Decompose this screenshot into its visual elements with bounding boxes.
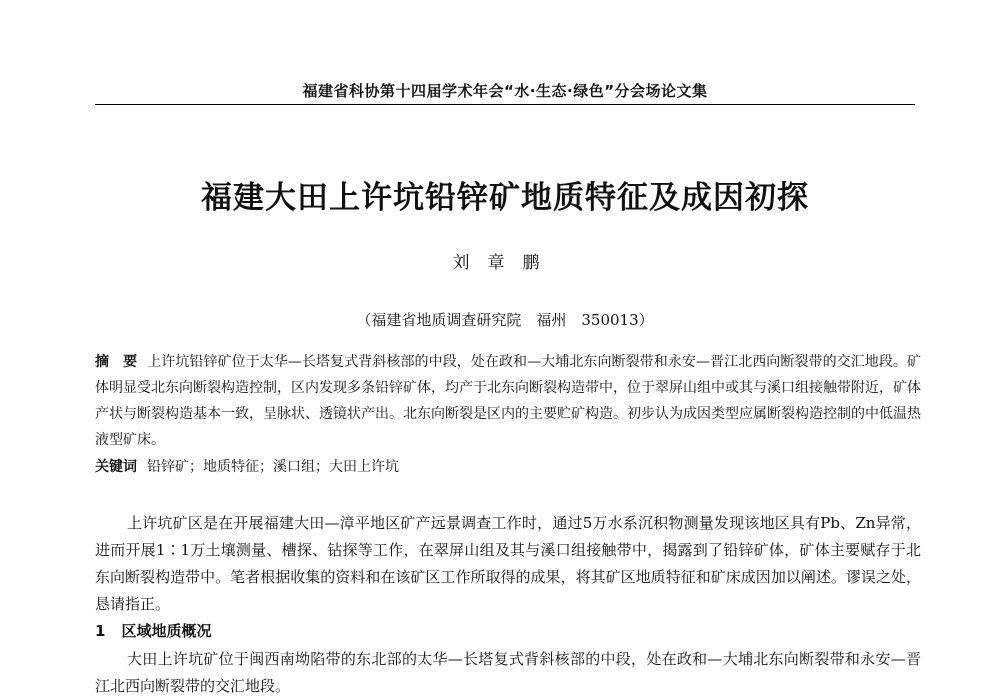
section-paragraph: 大田上许坑矿位于闽西南坳陷带的东北部的太华—长塔复式背斜核部的中段，处在政和—大埔北东向断裂带和永安—晋江北西向断裂带的交汇地段。 [95,650,921,695]
abstract-label: 摘 要 [95,354,138,370]
intro-paragraph: 上许坑矿区是在开展福建大田—漳平地区矿产远景调查工作时，通过5万水系沉积物测量发现该地区具有Pb、Zn异常，进而开展1∶1万土壤测量、槽探、钻探等工作，在翠屏山组及其与溪口组接触带中，揭露到了铅锌矿体，矿体主要赋存于北东向断裂构造带中。笔者根据收集的资料和在该矿区工作所取得的成果，将其矿区地质特征和矿床成因加以阐述。谬误之处，恳请指正。 [95,514,921,613]
keywords-label: 关键词 [95,459,137,475]
keywords-text: 铅锌矿；地质特征；溪口组；大田上许坑 [147,459,399,475]
abstract [95,349,921,453]
keywords [95,455,921,479]
paper-affiliation: （福建省地质调查研究院 福州 350013） [356,311,654,329]
paper-title: 福建大田上许坑铅锌矿地质特征及成因初探 [201,180,809,216]
abstract-text: 上许坑铅锌矿位于太华—长塔复式背斜核部的中段，处在政和—大埔北东向断裂带和永安—晋江北西向断裂带的交汇地段。矿体明显受北东向断裂构造控制，区内发现多条铅锌矿体，均产于北东向断裂构造带中，位于翠屏山组中或其与溪口组接触带附近，矿体产状与断裂构造基本一致，呈脉状、透镜状产出。北东向断裂是区内的主要贮矿构造。初步认为成因类型应属断裂构造控制的中低温热液型矿床。 [95,354,922,448]
header-rule [95,104,915,105]
paper-author: 刘章鹏 [452,253,558,273]
section-title: 区域地质概况 [121,622,212,640]
section-number: 1 [95,622,106,640]
section-heading [95,620,921,641]
running-header: 福建省科协第十四届学术年会“水·生态·绿色”分会场论文集 [302,82,708,100]
